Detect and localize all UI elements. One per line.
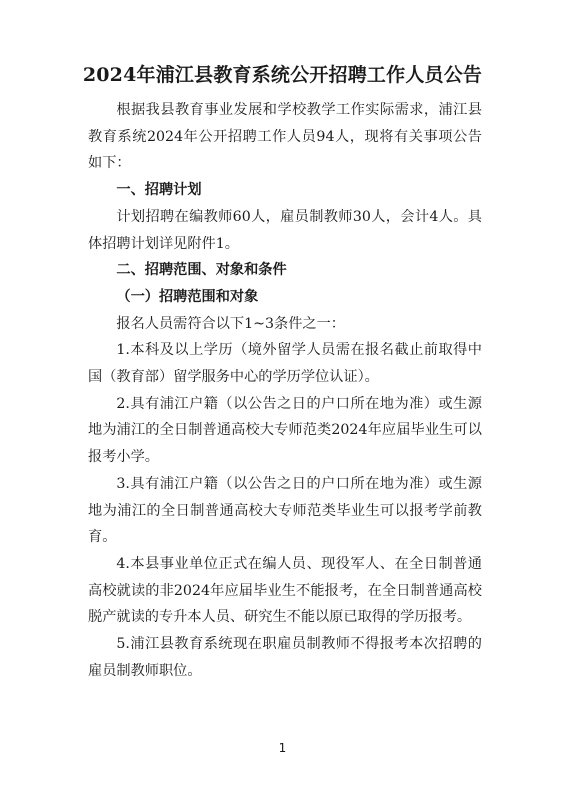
intro-paragraph: 根据我县教育事业发展和学校教学工作实际需求，浦江县教育系统2024年公开招聘工作人员94人，现将有关事项公告如下： xyxy=(88,102,482,172)
condition-item-1: 1.本科及以上学历（境外留学人员需在报名截止前取得中国（教育部）留学服务中心的学历学位认证）。 xyxy=(88,342,482,386)
section-heading-scope-conditions: 二、招聘范围、对象和条件 xyxy=(116,262,287,279)
subsection-heading-scope-targets: （一）招聘范围和对象 xyxy=(116,288,259,305)
page-number: 1 xyxy=(278,741,287,755)
condition-item-2: 2.具有浦江户籍（以公告之日的户口所在地为准）或生源地为浦江的全日制普通高校大专师范类2024年应届毕业生可以报考小学。 xyxy=(88,395,482,466)
conditions-intro-paragraph: 报名人员需符合以下1~3条件之一： xyxy=(116,315,345,332)
condition-item-5: 5.浦江县教育系统现在职雇员制教师不得报考本次招聘的雇员制教师职位。 xyxy=(88,636,482,679)
condition-item-4: 4.本县事业单位正式在编人员、现役军人、在全日制普通高校就读的非2024年应届毕业生不能报考，在全日制普通高校脱产就读的专升本人员、研究生不能以原已取得的学历报考。 xyxy=(88,555,482,626)
document-title: 2024年浦江县教育系统公开招聘工作人员公告 xyxy=(82,64,483,86)
document-body xyxy=(88,97,482,684)
section-heading-recruitment-plan: 一、招聘计划 xyxy=(116,182,202,199)
recruitment-plan-paragraph: 计划招聘在编教师60人，雇员制教师30人，会计4人。具体招聘计划详见附件1。 xyxy=(88,208,482,252)
condition-item-3: 3.具有浦江户籍（以公告之日的户口所在地为准）或生源地为浦江的全日制普通高校大专师范类毕业生可以报考学前教育。 xyxy=(88,475,482,546)
